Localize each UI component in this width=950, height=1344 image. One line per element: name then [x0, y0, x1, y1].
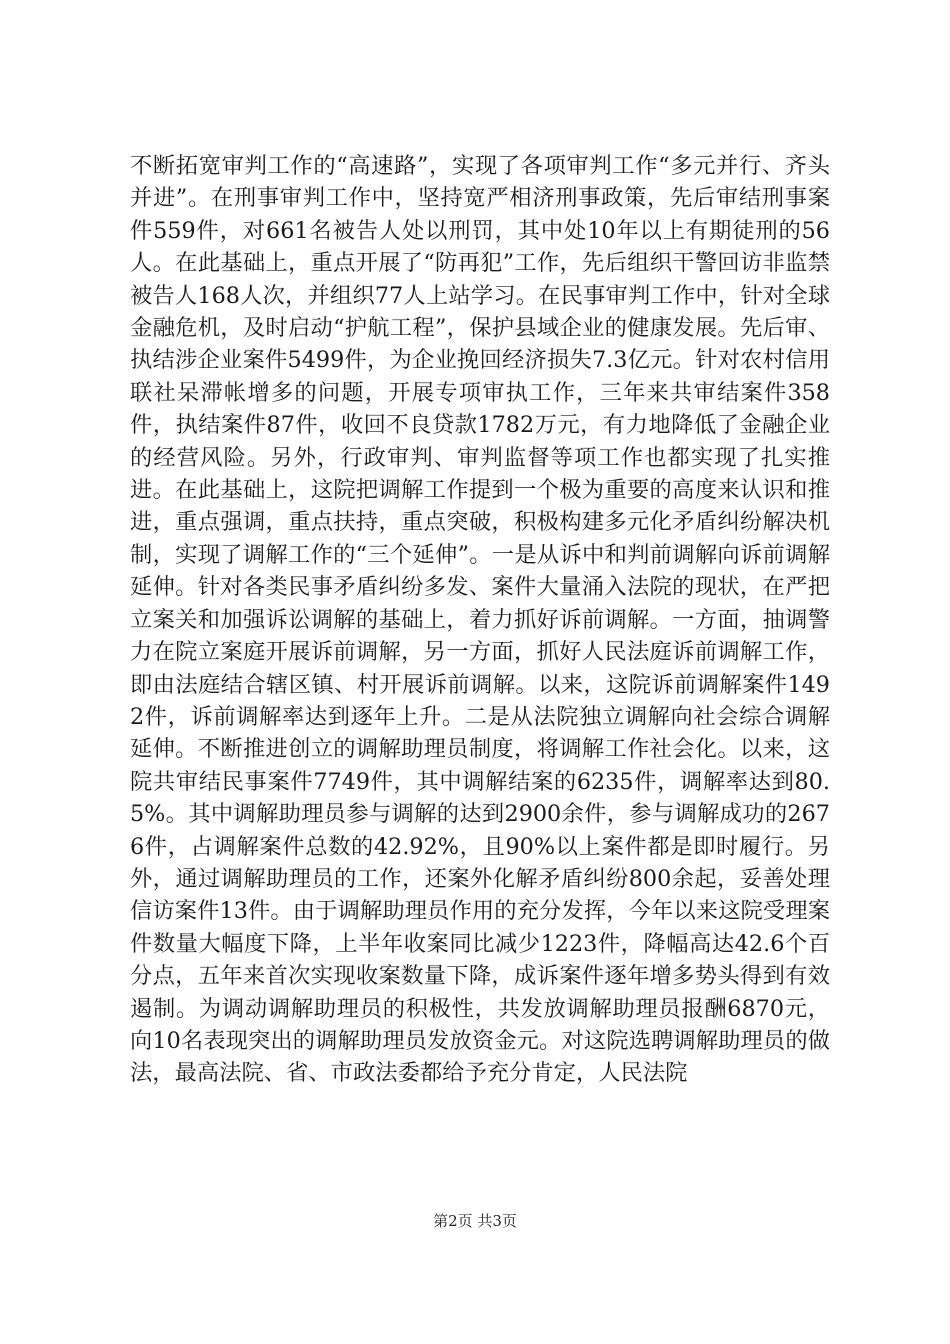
page-footer: 第2页 共3页: [433, 1212, 517, 1230]
body-paragraph: 不断拓宽审判工作的“高速路”，实现了各项审判工作“多元并行、齐头并进”。在刑事审判工作中，坚持宽严相济刑事政策，先后审结刑事案件559件，对661名被告人处以刑罚，其中处10年以上有期徒刑的56人。在此基础上，重点开展了“防再犯”工作，先后组织干警回访非监禁被告人168人次，并组织77人上站学习。在民事审判工作中，针对全球金融危机，及时启动“护航工程”，保护县域企业的健康发展。先后审、执结涉企业案件5499件，为企业挽回经济损失7.3亿元。针对农村信用联社呆滞帐增多的问题，开展专项审执工作，三年来共审结案件358件，执结案件87件，收回不良贷款1782万元，有力地降低了金融企业的经营风险。另外，行政审判、审判监督等项工作也都实现了扎实推进。在此基础上，这院把调解工作提到一个极为重要的高度来认识和推进，重点强调，重点扶持，重点突破，积极构建多元化矛盾纠纷解决机制，实现了调解工作的“三个延伸”。一是从诉中和判前调解向诉前调解延伸。针对各类民事矛盾纠纷多发、案件大量涌入法院的现状，在严把立案关和加强诉讼调解的基础上，着力抓好诉前调解。一方面，抽调警力在院立案庭开展诉前调解，另一方面，抓好人民法庭诉前调解工作，即由法庭结合辖区镇、村开展诉前调解。以来，这院诉前调解案件1492件，诉前调解率达到逐年上升。二是从法院独立调解向社会综合调解延伸。不断推进创立的调解助理员制度，将调解工作社会化。以来，这院共审结民事案件7749件，其中调解结案的6235件，调解率达到80.5%。其中调解助理员参与调解的达到2900余件，参与调解成功的2676件，占调解案件总数的42.92%，且90%以上案件都是即时履行。另外，通过调解助理员的工作，还案外化解矛盾纠纷800余起，妥善处理信访案件13件。由于调解助理员作用的充分发挥，今年以来这院受理案件数量大幅度下降，上半年收案同比减少1223件，降幅高达42.6个百分点，五年来首次实现收案数量下降，成诉案件逐年增多势头得到有效遏制。为调动调解助理员的积极性，共发放调解助理员报酬6870元，向10名表现突出的调解助理员发放资金元。对这院选聘调解助理员的做法，最高法院、省、市政法委都给予充分肯定，人民法院: [130, 153, 830, 1087]
